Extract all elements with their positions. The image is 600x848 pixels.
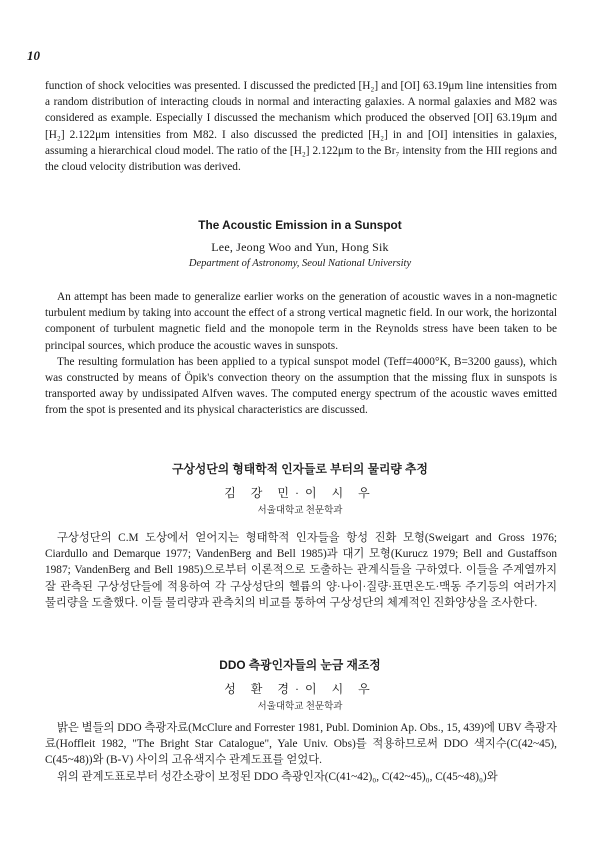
intro-section [45,78,557,175]
article-title-acoustic-emission: The Acoustic Emission in a Sunspot [198,218,402,232]
abstract-paragraph-2: The resulting formulation has been applied to a typical sunspot model (Teff=4000°K, B=3200 gauss), which was constructed by means of Öpik's convection theory on the assumption that the missing flux in sunspots is transported away by undissipated Alfven waves. The computed energy spectrum of the acoustic waves emitted from the spot is presented and its physical characteristics are discussed. [45,355,557,417]
abstract-paragraph-1: 밝은 별들의 DDO 측광자료(McClure and Forrester 1981, Publ. Dominion Ap. Obs., 15, 439)에 UBV 측광자료(Hoffleit 1982, "The Bright Star Catalogue", Yale Univ. Obs)를 적용하므로써 DDO 색지수(C(42~45), C(45~48))와 (B-V) 사이의 고유색지수 관계도표를 얻었다. [45,722,558,767]
article-affiliation: Department of Astronomy, Seoul National University [188,258,412,269]
abstract-paragraph-2: 위의 관계도표로부터 성간소광이 보정된 DDO 측광인자(C(41~42)₀, C(42~45)₀, C(45~48)₀)와 [57,770,498,783]
intro-paragraph: function of shock velocities was presented. I discussed the predicted [H₂] and [OI] 63.19μm line intensities from a random distribution of interacting clouds in normal and interacting galaxies. A normal galaxies and M82 was considered as example. Especially I discussed the mechanism which produced the observed [OI] 63.19μm and [H₂] 2.122μm intensities from M82. I also discussed the predicted [H₂] in and [OI] intensities in galaxies, assuming a hierarchical cloud model. The ratio of the [H₂] 2.122μm to the Br₇ intensity from the HII regions and the cloud velocity distribution was derived. [45,80,557,174]
article-title-globular-clusters: 구상성단의 형태학적 인자들로 부터의 물리량 추정 [172,462,428,476]
article-affiliation: 서울대학교 천문학과 [257,702,343,712]
article1-abstract [45,289,557,419]
article-authors: 성 환 경·이 시 우 [224,682,376,696]
article-affiliation: 서울대학교 천문학과 [257,506,343,516]
article2-abstract [45,530,557,611]
page-number: 10 [27,48,40,63]
article-authors: Lee, Jeong Woo and Yun, Hong Sik [211,240,389,254]
article-authors: 김 강 민·이 시 우 [224,486,376,500]
article-title-ddo-photometry: DDO 측광인자들의 눈금 재조정 [219,658,381,672]
abstract-paragraph-1: 구상성단의 C.M 도상에서 얻어지는 형태학적 인자들을 항성 진화 모형(Sweigart and Gross 1976; Ciardullo and Demarque 1977; VandenBerg and Bell 1985)과 대기 모형(Kurucz 1979; Bell and Gustaffson 1987; VandenBerg and Bell 1985)으로부터 이론적으로 도출하는 관계식들을 구하였다. 이들을 주계열까지 잘 관측된 구상성단들에 적용하여 각 구상성단의 헬륨의 양·나이·질량·표면온도·맥동 주기등의 여러가지 물리량을 도출했다. 이들 물리량과 관측치의 비교를 통하여 구상성단의 체계적인 진화양상을 조사한다. [45,532,557,609]
article3-abstract [45,720,557,785]
abstract-paragraph-1: An attempt has been made to generalize earlier works on the generation of acoustic waves in a non-magnetic turbulent medium by taking into account the effect of a strong vertical magnetic field. In our work, the horizontal component of turbulent magnetic field and the monopole term in the Reynolds stress have been taken to be principal sources, which produce the acoustic waves in sunspots. [45,291,557,352]
